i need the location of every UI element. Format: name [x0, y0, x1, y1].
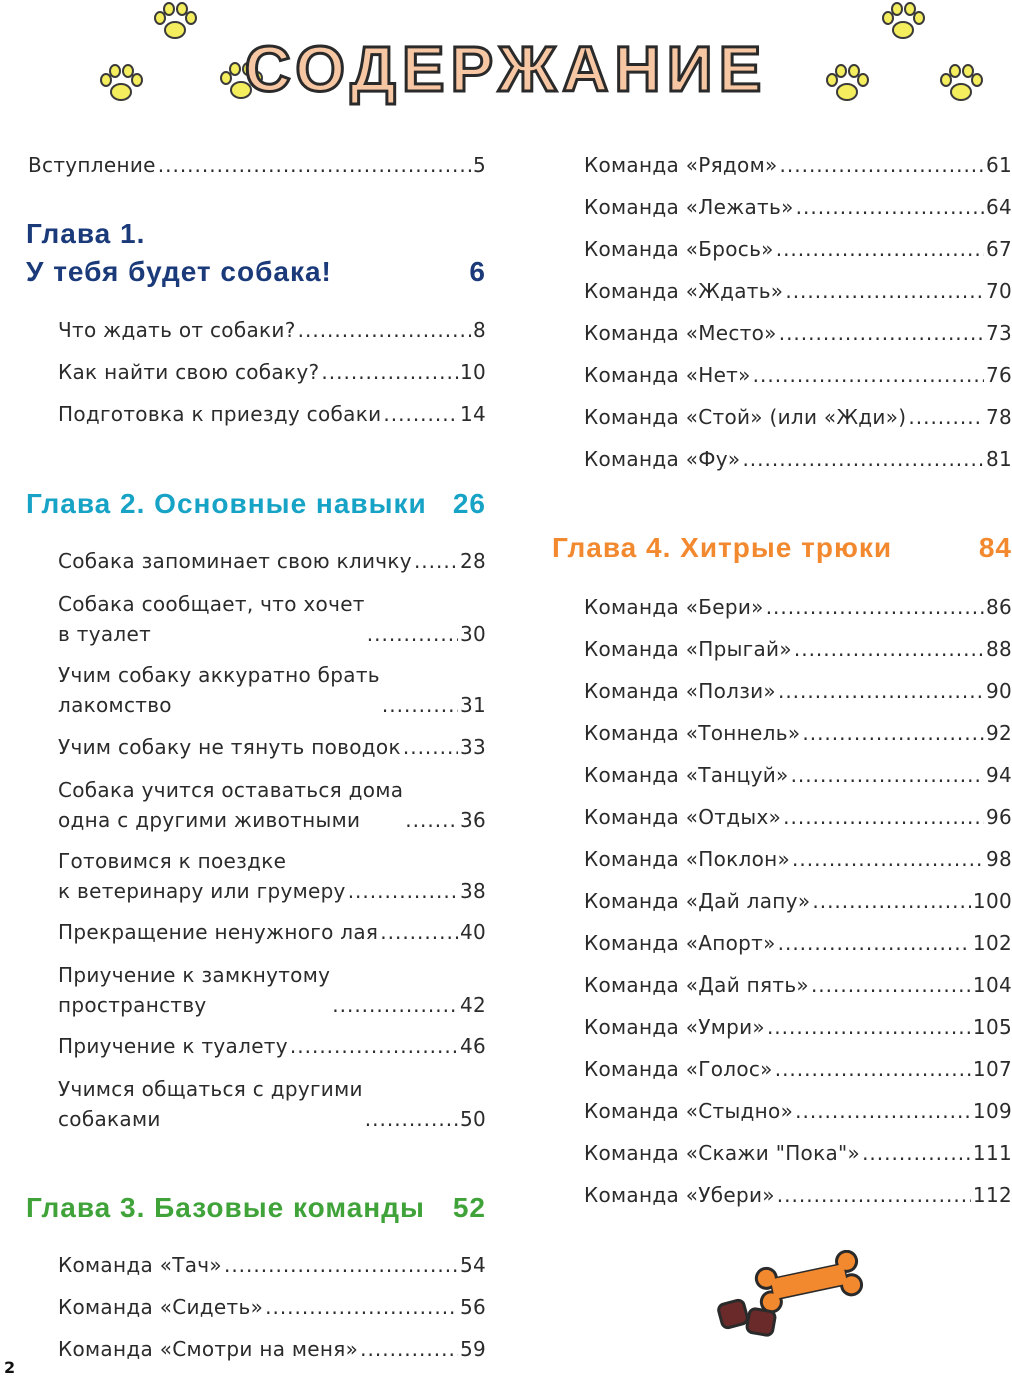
toc-entry-title-line2: одна с другими животными [58, 808, 361, 832]
leader-dots [753, 360, 984, 390]
leader-dots [778, 928, 971, 958]
toc-entry-title: Команда «Сидеть» [58, 1295, 264, 1319]
toc-entry[interactable] [584, 1054, 1012, 1084]
toc-entry-page: 73 [985, 321, 1012, 345]
toc-entry[interactable] [584, 150, 1012, 180]
toc-entry-page: 67 [985, 237, 1012, 261]
toc-entry-page: 33 [459, 735, 486, 759]
toc-entry[interactable] [584, 676, 1012, 706]
toc-entry-title: Команда «Ползи» [584, 679, 776, 703]
toc-entry-title-line1: Готовимся к поездке [58, 849, 287, 873]
toc-entry-page: 40 [459, 920, 486, 944]
leader-dots [779, 318, 984, 348]
toc-entry-title: Команда «Нет» [584, 363, 751, 387]
chapter-title: Глава 3. Базовые команды [26, 1192, 425, 1223]
chapter-title: Глава 2. Основные навыки [26, 488, 427, 519]
leader-dots [785, 276, 984, 306]
toc-entry[interactable] [584, 444, 1012, 474]
toc-entry-page: 56 [459, 1295, 486, 1319]
toc-entry-title: Команда «Апорт» [584, 931, 776, 955]
toc-entry[interactable] [584, 886, 1012, 916]
toc-entry[interactable] [58, 399, 486, 429]
leader-dots [321, 357, 458, 387]
chapter-3-heading[interactable] [26, 1192, 486, 1224]
toc-entry-page: 14 [459, 402, 486, 426]
toc-entry-page: 112 [972, 1183, 1012, 1207]
toc-entry-title: Команда «Ждать» [584, 279, 784, 303]
chapter-page: 52 [452, 1192, 486, 1223]
toc-entry-title-line1: Собака учится оставаться дома [58, 778, 404, 802]
chapter-title: У тебя будет собака! [26, 256, 332, 287]
toc-entry-page: 109 [972, 1099, 1012, 1123]
leader-dots [775, 1054, 971, 1084]
toc-entry-title: Команда «Брось» [584, 237, 774, 261]
toc-entry-title: Как найти свою собаку? [58, 360, 320, 384]
toc-entry[interactable] [584, 844, 1012, 874]
leader-dots [792, 844, 984, 874]
toc-entry[interactable] [58, 1250, 486, 1280]
toc-entry-title: Команда «Голос» [584, 1057, 773, 1081]
toc-entry[interactable] [58, 546, 486, 576]
leader-dots [766, 592, 984, 622]
toc-entry[interactable] [584, 928, 1012, 958]
toc-entry[interactable] [584, 802, 1012, 832]
toc-entry[interactable] [584, 718, 1012, 748]
toc-entry[interactable] [58, 315, 486, 345]
toc-entry-title: Команда «Танцуй» [584, 763, 789, 787]
toc-entry-page: 54 [459, 1253, 486, 1277]
toc-entry-title: Команда «Тач» [58, 1253, 222, 1277]
leader-dots [777, 1180, 971, 1210]
toc-entry-title: Команда «Дай пять» [584, 973, 809, 997]
toc-entry-page: 61 [985, 153, 1012, 177]
toc-entry-page: 104 [972, 973, 1012, 997]
toc-entry[interactable] [584, 360, 1012, 390]
chapter-title: Глава 1. [26, 218, 146, 249]
toc-entry[interactable] [584, 1138, 1012, 1168]
toc-entry-title: Приучение к туалету [58, 1034, 288, 1058]
toc-entry-page: 94 [985, 763, 1012, 787]
leader-dots [780, 150, 984, 180]
leader-dots [382, 690, 458, 720]
toc-entry-title: Собака запоминает свою кличку [58, 549, 412, 573]
toc-entry-page: 38 [459, 879, 486, 903]
chapter-1-heading[interactable] [26, 256, 486, 288]
toc-entry[interactable] [584, 276, 1012, 306]
leader-dots [795, 1096, 971, 1126]
toc-entry-page: 78 [985, 405, 1012, 429]
leader-dots [742, 444, 984, 474]
leader-dots [414, 546, 458, 576]
toc-entry[interactable] [584, 592, 1012, 622]
leader-dots [778, 676, 984, 706]
chapter-page: 84 [978, 532, 1012, 563]
toc-entry[interactable] [58, 1074, 486, 1134]
toc-entry-page: 98 [985, 847, 1012, 871]
chapter-title: Глава 4. Хитрые трюки [552, 532, 893, 563]
toc-entry-title: Команда «Лежать» [584, 195, 794, 219]
toc-entry-page: 46 [459, 1034, 486, 1058]
toc-entry-title: Команда «Бери» [584, 595, 764, 619]
toc-entry-title-line2: собаками [58, 1107, 161, 1131]
toc-entry-title: Учим собаку не тянуть поводок [58, 735, 401, 759]
toc-entry-page: 92 [985, 721, 1012, 745]
dog-bone-illustration [712, 1250, 872, 1344]
toc-entry-page: 59 [459, 1337, 486, 1361]
leader-dots [332, 990, 458, 1020]
toc-entry-title-line1: Учим собаку аккуратно брать [58, 663, 380, 687]
leader-dots [365, 1104, 458, 1134]
leader-dots [794, 634, 984, 664]
toc-entry[interactable] [58, 660, 486, 720]
toc-entry[interactable] [58, 960, 486, 1020]
chapter-1-heading-line1[interactable] [26, 218, 486, 250]
toc-entry-page: 64 [985, 195, 1012, 219]
page-title: СОДЕРЖАНИЕ [244, 33, 768, 105]
toc-entry[interactable] [58, 732, 486, 762]
leader-dots [224, 1250, 458, 1280]
toc-entry-page: 31 [459, 693, 486, 717]
leader-dots [767, 1012, 971, 1042]
toc-entry-title-line2: в туалет [58, 622, 152, 646]
toc-entry[interactable] [584, 318, 1012, 348]
leader-dots [380, 917, 458, 947]
leader-dots [298, 315, 471, 345]
leader-dots [783, 802, 984, 832]
leader-dots [405, 805, 458, 835]
toc-entry-page: 8 [472, 318, 486, 342]
toc-entry-title-line1: Учимся общаться с другими [58, 1077, 363, 1101]
leader-dots [158, 150, 471, 180]
toc-entry-title: Команда «Фу» [584, 447, 741, 471]
leader-dots [802, 718, 984, 748]
toc-entry-title-line2: к ветеринару или грумеру [58, 879, 346, 903]
toc-entry-page: 102 [972, 931, 1012, 955]
toc-entry-title: Команда «Прыгай» [584, 637, 792, 661]
toc-entry-title-line2: лакомство [58, 693, 172, 717]
leader-dots [791, 760, 984, 790]
leader-dots [862, 1138, 971, 1168]
toc-entry-page: 107 [972, 1057, 1012, 1081]
toc-entry[interactable] [584, 634, 1012, 664]
toc-entry[interactable] [58, 1292, 486, 1322]
leader-dots [367, 619, 458, 649]
toc-entry-title: Вступление [28, 153, 156, 177]
leader-dots [776, 234, 984, 264]
toc-entry[interactable] [58, 917, 486, 947]
toc-entry-title: Команда «Отдых» [584, 805, 782, 829]
toc-entry[interactable] [58, 775, 486, 835]
chapter-page: 6 [469, 256, 486, 287]
toc-entry-title: Команда «Стой» (или «Жди») [584, 405, 907, 429]
toc-entry-title: Команда «Рядом» [584, 153, 778, 177]
toc-entry-title-line1: Собака сообщает, что хочет [58, 592, 365, 616]
toc-entry[interactable] [58, 357, 486, 387]
chapter-4-heading[interactable] [552, 532, 1012, 564]
leader-dots [383, 399, 458, 429]
toc-entry-page: 50 [459, 1107, 486, 1131]
toc-entry-title: Команда «Смотри на меня» [58, 1337, 359, 1361]
toc-entry-page: 36 [459, 808, 486, 832]
toc-entry-title: Подготовка к приезду собаки [58, 402, 382, 426]
toc-entry-page: 100 [972, 889, 1012, 913]
toc-entry-page: 96 [985, 805, 1012, 829]
toc-entry-page: 105 [972, 1015, 1012, 1039]
toc-entry-title: Команда «Дай лапу» [584, 889, 811, 913]
toc-entry-title: Команда «Стыдно» [584, 1099, 794, 1123]
toc-entry-page: 10 [459, 360, 486, 384]
toc-entry-page: 88 [985, 637, 1012, 661]
leader-dots [290, 1031, 458, 1061]
leader-dots [796, 192, 984, 222]
leader-dots [265, 1292, 458, 1322]
toc-intro[interactable] [28, 150, 486, 180]
toc-entry-page: 111 [972, 1141, 1012, 1165]
toc-entry[interactable] [584, 1012, 1012, 1042]
toc-entry-title-line1: Приучение к замкнутому [58, 963, 331, 987]
page-number: 2 [4, 1358, 16, 1377]
leader-dots [908, 402, 984, 432]
toc-entry[interactable] [584, 234, 1012, 264]
toc-entry[interactable] [584, 970, 1012, 1000]
toc-entry-title: Команда «Убери» [584, 1183, 775, 1207]
toc-entry-page: 70 [985, 279, 1012, 303]
toc-entry-page: 30 [459, 622, 486, 646]
leader-dots [348, 876, 458, 906]
toc-entry[interactable] [58, 1334, 486, 1364]
toc-entry-title-line2: пространству [58, 993, 207, 1017]
toc-entry-title: Команда «Умри» [584, 1015, 765, 1039]
leader-dots [811, 970, 971, 1000]
toc-entry[interactable] [584, 1096, 1012, 1126]
leader-dots [360, 1334, 458, 1364]
toc-entry-page: 86 [985, 595, 1012, 619]
toc-entry[interactable] [584, 402, 1012, 432]
toc-entry-title: Команда «Поклон» [584, 847, 791, 871]
toc-entry-page: 90 [985, 679, 1012, 703]
toc-entry-page: 76 [985, 363, 1012, 387]
toc-entry-title: Что ждать от собаки? [58, 318, 296, 342]
toc-entry-page: 42 [459, 993, 486, 1017]
leader-dots [812, 886, 971, 916]
toc-entry-title: Команда «Место» [584, 321, 777, 345]
toc-entry-page: 28 [459, 549, 486, 573]
toc-entry[interactable] [58, 1031, 486, 1061]
chapter-2-heading[interactable] [26, 488, 486, 520]
toc-entry-title: Прекращение ненужного лая [58, 920, 379, 944]
toc-entry[interactable] [584, 760, 1012, 790]
toc-entry-page: 5 [472, 153, 486, 177]
toc-entry-title: Команда «Скажи "Пока"» [584, 1141, 861, 1165]
chapter-page: 26 [452, 488, 486, 519]
toc-entry-title: Команда «Тоннель» [584, 721, 801, 745]
toc-entry[interactable] [584, 192, 1012, 222]
leader-dots [403, 732, 458, 762]
toc-entry[interactable] [584, 1180, 1012, 1210]
toc-entry-page: 81 [985, 447, 1012, 471]
toc-entry[interactable] [58, 846, 486, 906]
toc-entry[interactable] [58, 589, 486, 649]
